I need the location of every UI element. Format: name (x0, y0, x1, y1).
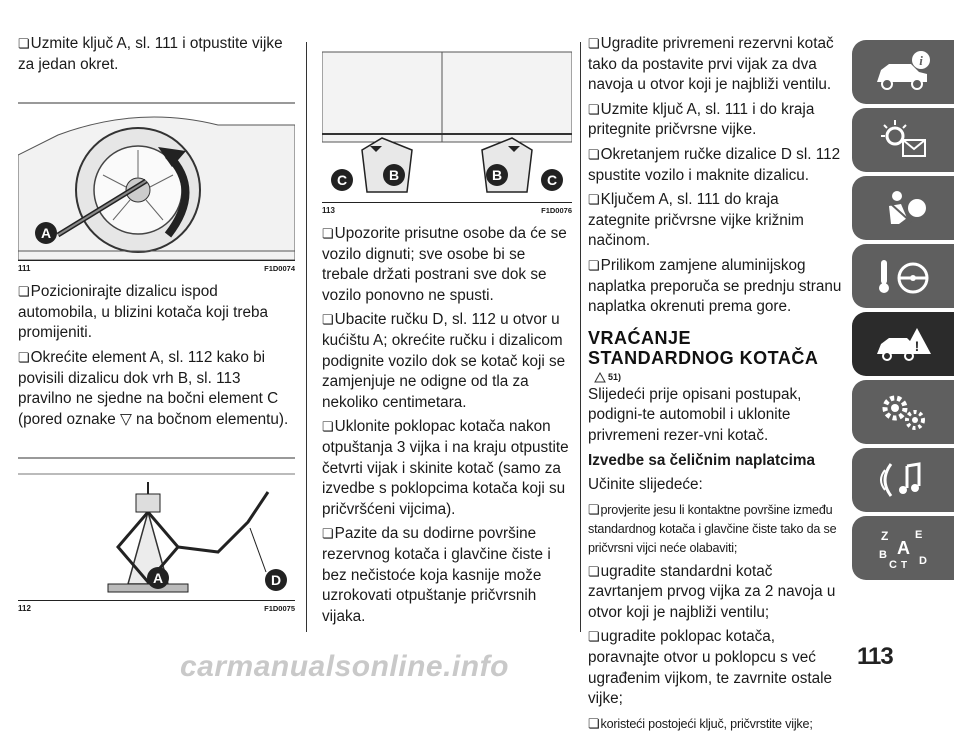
index-letter: C (889, 559, 897, 571)
warning-lights-icon (871, 116, 935, 164)
step-raise-jack: ❏ Okrećite element A, sl. 112 kako bi povisili dizalicu dok vrh B, sl. 113 pravilno ne sjedne na bočni element C (pored oznake ▽ na bočnom elementu). (18, 348, 295, 430)
figure-111 (18, 95, 295, 274)
figure-112 (18, 452, 295, 614)
figure-number: 113 (322, 206, 335, 215)
figure-code: F1D0075 (264, 604, 295, 614)
index-letter: Z (881, 529, 889, 543)
jack-illustration (18, 452, 295, 600)
step-check-surfaces: ❏ provjerite jesu li kontaktne površine između standardnog kotača i glavčine čiste tako da se pričvrsni vijci neće olabaviti; (588, 500, 842, 558)
step-secure-bolts: ❏ koristeći postojeći ključ, pričvrstite vijke; (588, 714, 842, 734)
tab-multimedia[interactable] (852, 448, 954, 512)
step-position-jack: ❏ Pozicionirajte dizalicu ispod automobila, u blizini kotača koji treba promijeniti. (18, 282, 295, 344)
instruction-lead: Učinite slijedeće: (588, 476, 703, 494)
figure-113 (322, 42, 572, 216)
svg-text:!: ! (914, 338, 920, 354)
step-cross-tighten: ❏ Ključem A, sl. 111 do kraja zategnite pričvrsne vijke križnim načinom. (588, 190, 842, 252)
index-letter: E (915, 529, 923, 541)
column-divider (306, 42, 307, 632)
label-a: A (40, 225, 52, 242)
tab-index[interactable] (852, 516, 954, 580)
tab-maintenance[interactable] (852, 380, 954, 444)
step-lower-vehicle: ❏ Okretanjem ručke dizalice D sl. 112 spustite vozilo i maknite dizalicu. (588, 145, 842, 186)
column-divider (580, 42, 581, 632)
warning-triangle-icon (594, 372, 606, 383)
warning-ref-number: 51) (608, 372, 622, 383)
figure-code: F1D0076 (541, 206, 572, 215)
index-letter: D (919, 555, 927, 567)
label-a: A (152, 570, 164, 587)
steering-icon (871, 252, 935, 300)
label-c: C (546, 172, 558, 188)
figure-code: F1D0074 (264, 264, 295, 274)
page-number: 113 (857, 643, 893, 670)
step-clean-surfaces: ❏ Pazite da su dodirne površine rezervnog kotača i glavčine čiste i bez nečistoće koja kasnije može uzrokovati otpuštanje pričvrsnih vijaka. (322, 524, 572, 627)
step-fit-cover: ❏ ugradite poklopac kotača, poravnajte otvor u poklopcu s već ugrađenim vijkom, te zavrnite ostale vijke; (588, 627, 842, 709)
figure-caption (322, 202, 572, 216)
label-d: D (270, 572, 282, 589)
column-2 (322, 0, 572, 631)
step-warn-persons: ❏ Upozorite prisutne osobe da će se vozilo dignuti; sve osobe bi se trebale držati postrani sve dok se vozilo ponovno ne spusti. (322, 224, 572, 306)
column-3 (588, 0, 842, 738)
step-insert-handle: ❏ Ubacite ručku D, sl. 112 u otvor u kućištu A; okrećite ručku i dizalicom podignite vozilo dok se kotač koji se zamjenjuje ne odigne od tla za nekoliko centimetara. (322, 310, 572, 413)
intro-paragraph: Slijedeći prije opisani postupak, podigni-te automobil i uklonite privremeni rezer-vni kotač. (588, 385, 802, 444)
step-fit-spare: ❏ Ugradite privremeni rezervni kotač tako da postavite prvi vijak za dva navoja u otvor koji je najbliži ventilu. (588, 34, 842, 96)
index-icon (871, 524, 935, 572)
step-loosen-bolts: ❏ Uzmite ključ A, sl. 111 i otpustite vijke za jedan okret. (18, 34, 295, 75)
figure-number: 111 (18, 264, 31, 274)
figure-caption (18, 260, 295, 274)
subheading: Izvedbe sa čeličnim naplatcima (588, 451, 816, 469)
airbag-icon (871, 184, 935, 232)
multimedia-icon (871, 456, 935, 504)
step-remove-cover: ❏ Uklonite poklopac kotača nakon otpuštanja 3 vijka i na kraju otpustite četvrti vijak i skinite kotač (samo za izvedbe s poklopcima kotača koji su pričvršćeni vijcima). (322, 417, 572, 520)
step-tighten-bolts: ❏ Uzmite ključ A, sl. 111 i do kraja pritegnite pričvrsne vijke. (588, 100, 842, 141)
maintenance-icon (871, 388, 935, 436)
step-alloy-note: ❏ Prilikom zamjene aluminijskog naplatka preporuča se prednju stranu naplatka okrenuti prema gore. (588, 256, 842, 318)
tab-car-info[interactable] (852, 40, 954, 104)
jack-points-illustration (322, 42, 572, 202)
tab-safety[interactable] (852, 176, 954, 240)
svg-text:i: i (919, 53, 923, 68)
wheel-wrench-illustration (18, 95, 295, 260)
section-heading (588, 328, 842, 368)
emergency-icon (871, 320, 935, 368)
heading-line-1: VRAĆANJE (588, 327, 692, 348)
figure-caption (18, 600, 295, 614)
watermark: carmanualsonline.info (180, 650, 509, 683)
label-b: B (491, 167, 503, 183)
tab-driving[interactable] (852, 244, 954, 308)
tab-warning-lights[interactable] (852, 108, 954, 172)
car-info-icon (871, 48, 935, 96)
warning-reference (594, 372, 842, 383)
figure-number: 112 (18, 604, 31, 614)
chapter-tabs (852, 40, 960, 584)
column-1 (18, 0, 295, 622)
heading-line-2: STANDARDNOG KOTAČA (588, 347, 819, 368)
index-letter: A (897, 538, 910, 558)
label-b: B (388, 167, 400, 183)
index-letter: T (901, 560, 908, 571)
index-letter: B (879, 549, 887, 561)
tab-emergency[interactable] (852, 312, 954, 376)
step-fit-standard: ❏ ugradite standardni kotač zavrtanjem prvog vijka za 2 navoja u otvor koji je najbliži ventilu; (588, 562, 842, 624)
label-c: C (336, 172, 348, 188)
